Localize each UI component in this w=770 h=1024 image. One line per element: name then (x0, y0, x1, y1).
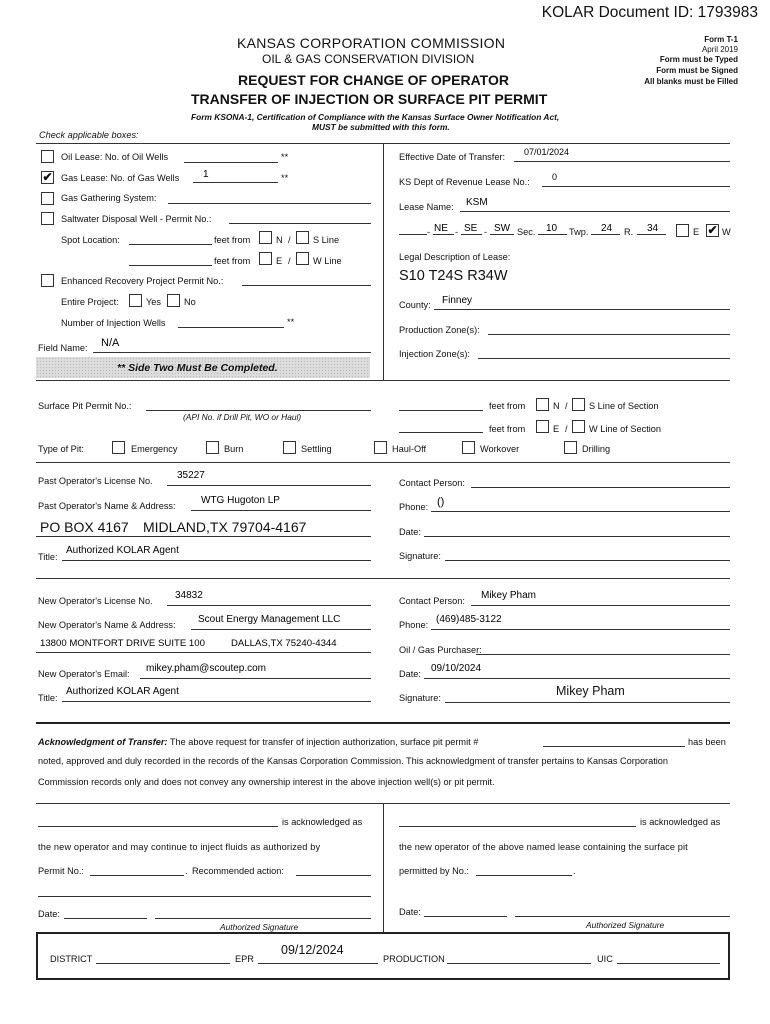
ack-heading: Acknowledgment of Transfer: (38, 737, 168, 747)
new-date-line (424, 678, 730, 679)
form-id: Form T-1 (704, 35, 738, 44)
oil-wells-stars: ** (281, 152, 289, 162)
entire-yes-label: Yes (146, 297, 161, 307)
footer-production-label: PRODUCTION (383, 954, 445, 964)
pit-permit-label: Surface Pit Permit No.: (38, 401, 132, 411)
new-date-label: Date: (399, 669, 421, 679)
section-bottom-rule (36, 380, 730, 381)
footer-district-line (96, 963, 230, 964)
ks-dept-value[interactable]: 0 (552, 172, 558, 182)
ks-dept-line (542, 186, 730, 187)
sec-label: Sec. (517, 227, 536, 237)
agency-line1: KANSAS CORPORATION COMMISSION (237, 35, 506, 51)
num-injection-wells-label: Number of Injection Wells (61, 318, 166, 328)
section-divider (383, 143, 384, 380)
injection-zone-label: Injection Zone(s): (399, 349, 470, 359)
range-e-label: E (693, 227, 700, 237)
form-title-2: TRANSFER OF INJECTION OR SURFACE PIT PERMIT (191, 91, 548, 107)
injection-zone-line (478, 358, 730, 359)
past-contact-label: Contact Person: (399, 478, 465, 488)
new-email-value[interactable]: mikey.pham@scoutep.com (146, 663, 267, 674)
past-name-line (191, 510, 371, 511)
footer-epr-date[interactable]: 09/12/2024 (281, 943, 344, 957)
pit-ns-line (399, 410, 483, 411)
legal-desc-label: Legal Description of Lease: (399, 252, 511, 262)
new-purchaser-line (476, 654, 730, 655)
ack-recommended-line-2 (38, 896, 371, 897)
past-license-value[interactable]: 35227 (177, 470, 205, 481)
gas-lease-label: Gas Lease: No. of Gas Wells (61, 173, 180, 183)
lease-name-label: Lease Name: (399, 202, 454, 212)
twp-line (591, 234, 620, 235)
spot-ew-line (129, 265, 212, 266)
ack-right-date-line (424, 916, 507, 917)
eor-checkbox[interactable] (41, 274, 54, 287)
form-typed-note: Form must be Typed (659, 55, 738, 64)
past-date-label: Date: (399, 527, 421, 537)
past-address-2[interactable]: MIDLAND,TX 79704-4167 (143, 519, 307, 535)
pit-w-line-label: W Line of Section (589, 424, 662, 434)
spot-location-label: Spot Location: (61, 235, 120, 245)
pit-settling-label: Settling (301, 444, 332, 454)
footer-district-label: DISTRICT (50, 954, 93, 964)
ack-left-signature-line (155, 918, 371, 919)
spot-slash-ns: / (288, 235, 291, 245)
ack-left-line2: the new operator and may continue to inject fluids as authorized by (38, 842, 321, 852)
entire-no-label: No (184, 297, 196, 307)
production-zone-line (488, 334, 730, 335)
past-phone-value[interactable]: () (437, 496, 445, 508)
spot-feet-from-ns: feet from (214, 235, 251, 245)
pit-workover-checkbox[interactable] (462, 441, 475, 454)
ksona-note-2: MUST be submitted with this form. (312, 122, 450, 132)
footer-uic-label: UIC (597, 954, 613, 964)
spot-n-checkbox[interactable] (259, 231, 272, 244)
qq-dash-2: - (455, 227, 459, 237)
new-signature-value[interactable]: Mikey Pham (556, 684, 625, 698)
pit-feet-from-ns: feet from (489, 401, 526, 411)
footer-uic-line (617, 963, 720, 964)
lease-name-value[interactable]: KSM (466, 197, 488, 208)
ack-paragraph-line1 (38, 737, 478, 747)
range-w-label: W (722, 227, 731, 237)
twp-value[interactable]: 24 (601, 223, 613, 234)
ack-right-auth-sig: Authorized Signature (586, 920, 665, 930)
new-phone-label: Phone: (399, 620, 429, 630)
gas-wells-value[interactable]: 1 (203, 169, 209, 180)
spot-n-label: N (276, 235, 283, 245)
effective-date-value[interactable]: 07/01/2024 (524, 147, 570, 157)
ack-permit-no-dot: . (185, 866, 188, 876)
q1-line (433, 234, 454, 235)
oil-lease-label: Oil Lease: No. of Oil Wells (61, 152, 169, 162)
spot-w-line-label: W Line (313, 256, 342, 266)
new-contact-value[interactable]: Mikey Pham (481, 590, 537, 601)
past-date-line (424, 536, 730, 537)
entire-yes-checkbox[interactable] (129, 294, 142, 307)
legal-desc-value[interactable]: S10 T24S R34W (399, 268, 508, 284)
pit-slash-ns: / (565, 401, 568, 411)
agency-name (237, 35, 505, 51)
past-address-line (36, 536, 371, 537)
pit-hauloff-checkbox[interactable] (374, 441, 387, 454)
spot-slash-ew: / (288, 256, 291, 266)
gas-wells-line (193, 182, 278, 183)
new-contact-line (471, 605, 730, 606)
new-name-line (191, 629, 371, 630)
form-date: April 2019 (701, 45, 738, 54)
past-bottom-rule (36, 578, 730, 579)
q2-value[interactable]: SE (464, 223, 478, 234)
ack-left-auth-sig: Authorized Signature (220, 922, 299, 932)
new-contact-label: Contact Person: (399, 596, 465, 606)
sec-value[interactable]: 10 (546, 223, 558, 234)
footer-production-line (447, 963, 591, 964)
spot-s-checkbox[interactable] (296, 231, 309, 244)
check-applicable-label: Check applicable boxes: (39, 130, 139, 140)
form-title-1: REQUEST FOR CHANGE OF OPERATOR (238, 72, 509, 88)
ack-right-is-acknowledged: is acknowledged as (640, 817, 721, 827)
new-address-line (36, 652, 371, 653)
qq-dash-3: - (484, 227, 488, 237)
gas-lease-checkbox[interactable]: ✔ (42, 170, 53, 184)
new-address-1[interactable]: 13800 MONTFORT DRIVE SUITE 100 (40, 638, 205, 649)
new-title-line (62, 701, 371, 702)
sec-line (538, 234, 567, 235)
gas-gathering-checkbox[interactable] (41, 192, 54, 205)
spot-w-checkbox[interactable] (296, 252, 309, 265)
ack-top-rule (36, 722, 730, 724)
footer-epr-label: EPR (235, 954, 254, 964)
past-phone-label: Phone: (399, 502, 429, 512)
qq-dash-1: - (427, 227, 431, 237)
new-purchaser-label: Oil / Gas Purchaser: (399, 645, 482, 655)
past-address-1[interactable]: PO BOX 4167 (40, 519, 129, 535)
num-injection-wells-line (178, 327, 284, 328)
pit-emergency-checkbox[interactable] (112, 441, 125, 454)
ksona-note-1: Form KSONA-1, Certification of Compliance with the Kansas Surface Owner Notification Act, (191, 112, 560, 122)
new-license-line (167, 605, 371, 606)
field-name-value[interactable]: N/A (101, 337, 120, 349)
gas-gathering-label: Gas Gathering System: (61, 193, 157, 203)
pit-permit-line (146, 410, 371, 411)
new-phone-value[interactable]: (469)485-3122 (436, 614, 502, 625)
ack-left-date-label: Date: (38, 909, 60, 919)
spot-s-line-label: S Line (313, 235, 340, 245)
spot-ns-line (129, 244, 212, 245)
past-phone-line (431, 511, 730, 512)
spot-e-label: E (276, 256, 283, 266)
q3-line (490, 234, 514, 235)
field-name-line (93, 352, 371, 353)
effective-date-line (514, 161, 730, 162)
num-injection-stars: ** (287, 317, 295, 327)
eor-permit-line (242, 285, 371, 286)
ack-recommended-line (296, 875, 371, 876)
county-label: County: (399, 300, 431, 310)
pit-w-checkbox[interactable] (572, 420, 585, 433)
ack-left-date-line (64, 918, 147, 919)
entire-no-checkbox[interactable] (167, 294, 180, 307)
spot-feet-from-ew: feet from (214, 256, 251, 266)
pit-drilling-label: Drilling (582, 444, 611, 454)
ack-permit-line (543, 746, 685, 747)
new-signature-label: Signature: (399, 693, 441, 703)
new-title-label: Title: (38, 693, 58, 703)
new-address-2[interactable]: DALLAS,TX 75240-4344 (231, 638, 337, 649)
new-license-value[interactable]: 34832 (175, 590, 203, 601)
pit-burn-checkbox[interactable] (206, 441, 219, 454)
new-name-value[interactable]: Scout Energy Management LLC (198, 614, 341, 625)
entire-project-label: Entire Project: (61, 297, 119, 307)
side-two-note: ** Side Two Must Be Completed. (117, 362, 278, 374)
range-value[interactable]: 34 (647, 223, 659, 234)
pit-bottom-rule (36, 462, 730, 463)
pit-api-note: (API No. if Drill Pit, WO or Haul) (183, 412, 302, 422)
ack-right-line2: the new operator of the above named lease containing the surface pit (399, 842, 688, 852)
new-name-label: New Operator's Name & Address: (38, 620, 176, 630)
division-name: OIL & GAS CONSERVATION DIVISION (262, 52, 475, 66)
new-email-label: New Operator's Email: (38, 669, 130, 679)
ack-right-name-line (399, 826, 636, 827)
county-line (434, 309, 730, 310)
past-name-value[interactable]: WTG Hugoton LP (201, 495, 280, 506)
swd-checkbox[interactable] (41, 212, 54, 225)
pit-type-label: Type of Pit: (38, 444, 84, 454)
ack-left-is-acknowledged: is acknowledged as (282, 817, 363, 827)
range-e-checkbox[interactable] (676, 224, 689, 237)
past-title-label: Title: (38, 552, 58, 562)
new-license-label: New Operator's License No. (38, 596, 153, 606)
swd-permit-line (229, 223, 371, 224)
pit-drilling-checkbox[interactable] (564, 441, 577, 454)
lease-name-line (460, 211, 730, 212)
pit-settling-checkbox[interactable] (283, 441, 296, 454)
past-signature-line (445, 560, 730, 561)
ack-right-date-label: Date: (399, 907, 421, 917)
gas-wells-stars: ** (281, 173, 289, 183)
footer-epr-line (258, 963, 378, 964)
past-name-label: Past Operator's Name & Address: (38, 501, 176, 511)
production-zone-label: Production Zone(s): (399, 325, 480, 335)
pit-feet-from-ew: feet from (489, 424, 526, 434)
swd-label: Saltwater Disposal Well - Permit No.: (61, 214, 212, 224)
ack-permitted-by-dot: . (573, 866, 576, 876)
pit-n-checkbox[interactable] (536, 398, 549, 411)
ack-text-3: Commission records only and does not convey any ownership interest in the above injection well(s) or pit permit. (38, 777, 495, 787)
range-w-checkbox[interactable]: ✔ (707, 223, 718, 237)
range-label: R. (624, 227, 634, 237)
pit-hauloff-label: Haul-Off (392, 444, 427, 454)
new-date-value[interactable]: 09/10/2024 (431, 663, 482, 674)
field-name-label: Field Name: (38, 343, 88, 353)
ack-permit-no-line (90, 875, 184, 876)
form-signed-note: Form must be Signed (656, 66, 738, 75)
pit-s-checkbox[interactable] (572, 398, 585, 411)
ack-permit-no-label: Permit No.: (38, 866, 84, 876)
new-title-value[interactable]: Authorized KOLAR Agent (66, 686, 179, 697)
range-line (637, 234, 666, 235)
effective-date-label: Effective Date of Transfer: (399, 152, 506, 162)
new-email-line (140, 678, 371, 679)
pit-e-checkbox[interactable] (536, 420, 549, 433)
ack-recommended-label: Recommended action: (192, 866, 284, 876)
pit-workover-label: Workover (480, 444, 520, 454)
form-blanks-note: All blanks must be Filled (644, 77, 738, 86)
qqqq-line (399, 234, 427, 235)
ack-has-been: has been (688, 737, 726, 747)
ack-text-2: noted, approved and duly recorded in the records of the Kansas Corporation Commission. This acknowledgment of transfer pertains to Kansas Corporation (38, 756, 669, 766)
ack-left-name-line (38, 826, 278, 827)
pit-burn-label: Burn (224, 444, 244, 454)
q2-line (461, 234, 482, 235)
document-id: KOLAR Document ID: 1793983 (541, 4, 758, 21)
pit-e-label: E (553, 424, 560, 434)
pit-n-label: N (553, 401, 560, 411)
spot-e-checkbox[interactable] (259, 252, 272, 265)
ks-dept-label: KS Dept of Revenue Lease No.: (399, 177, 530, 187)
gas-gathering-line (168, 203, 371, 204)
q3-value[interactable]: SW (494, 223, 511, 234)
pit-s-line-label: S Line of Section (589, 401, 659, 411)
pit-emergency-label: Emergency (131, 444, 178, 454)
pit-slash-ew: / (565, 424, 568, 434)
past-title-line (62, 560, 371, 561)
past-title-value[interactable]: Authorized KOLAR Agent (66, 545, 179, 556)
new-phone-line (431, 629, 730, 630)
ack-permitted-by-line (476, 875, 572, 876)
pit-ew-line (399, 432, 483, 433)
q1-value[interactable]: NE (434, 223, 448, 234)
past-signature-label: Signature: (399, 551, 441, 561)
ack-text-1: The above request for transfer of injection authorization, surface pit permit # (169, 737, 479, 747)
new-signature-line (445, 702, 730, 703)
past-license-line (167, 485, 371, 486)
ack-permitted-by-label: permitted by No.: (399, 866, 469, 876)
past-license-label: Past Operator's License No. (38, 476, 153, 486)
twp-label: Twp. (569, 227, 589, 237)
past-contact-line (471, 487, 730, 488)
eor-label: Enhanced Recovery Project Permit No.: (61, 276, 224, 286)
ack-right-signature-line (515, 916, 730, 917)
ack-divider (383, 803, 384, 932)
county-value[interactable]: Finney (442, 295, 473, 306)
oil-lease-checkbox[interactable] (41, 150, 54, 163)
oil-wells-line (184, 162, 278, 163)
